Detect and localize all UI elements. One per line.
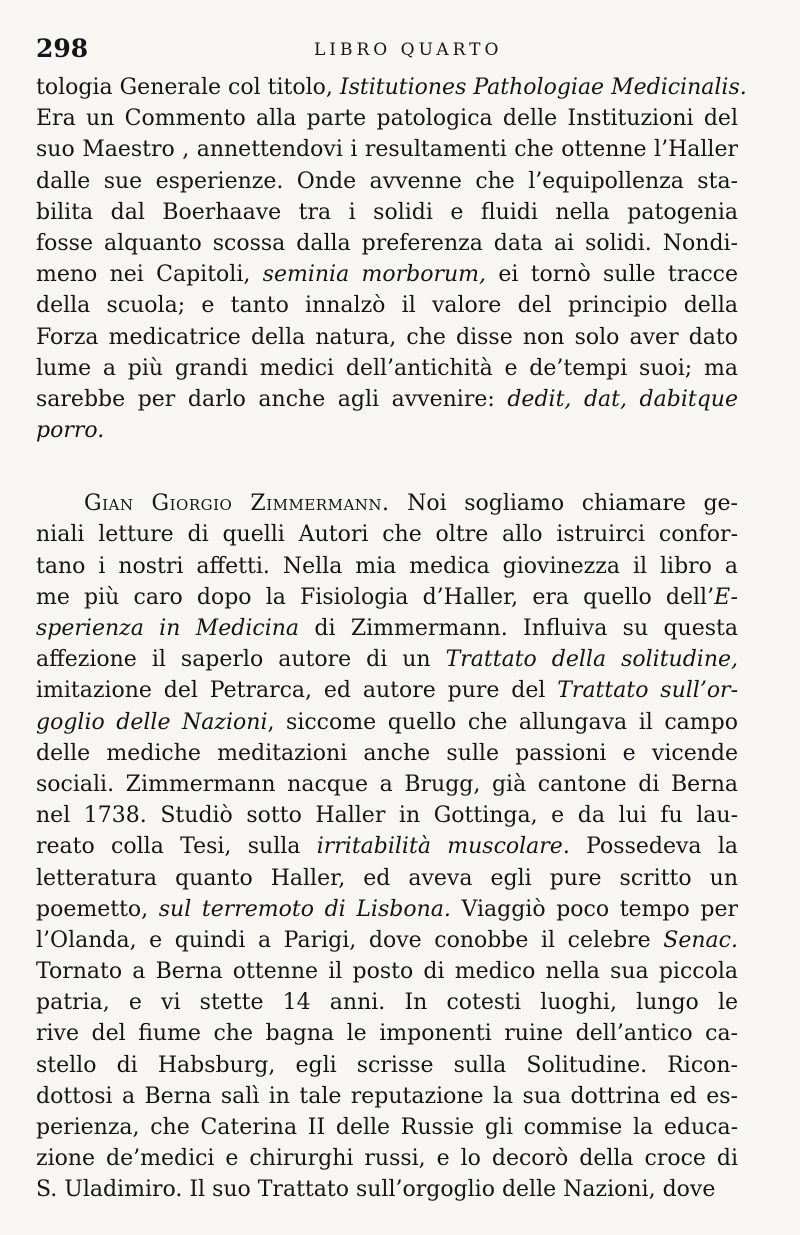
text-line: [36, 707, 738, 738]
text-segment: bilita dal Boerhaave tra i solidi e fluidi nella patogenia: [36, 199, 738, 225]
text-segment: lume a più grandi medici dell’antichità e de’tempi suoi; ma: [36, 355, 738, 381]
text-segment: sociali. Zimmermann nacque a Brugg, già cantone di Berna: [36, 771, 738, 797]
page-number: 298: [36, 34, 89, 63]
text-segment: dottosi a Berna salì in tale reputazione la sua dottrina ed es-: [36, 1083, 738, 1109]
running-head: LIBRO QUARTO: [314, 40, 503, 60]
text-segment: imitazione del Petrarca, ed autore pure del: [36, 678, 558, 704]
text-segment: S. Uladimiro. Il suo Trattato sull’orgoglio delle Nazioni, dove: [36, 1177, 716, 1203]
text-line: [36, 769, 738, 800]
italic-segment: dedit, dat, dabitque: [507, 386, 738, 412]
text-line: [36, 675, 738, 706]
text-line: [36, 613, 738, 644]
text-line: [36, 353, 738, 384]
text-line: [36, 987, 738, 1018]
text-segment: reato colla Tesi, sulla: [36, 834, 317, 860]
text-line: [36, 644, 738, 675]
text-segment: ei tornò sulle tracce: [486, 262, 739, 288]
italic-segment: porro.: [36, 418, 105, 444]
text-segment: affezione il saperlo autore di un: [36, 647, 446, 673]
section-name: Gian Giorgio Zimmermann.: [84, 491, 390, 517]
text-segment: meno nei Capitoli,: [36, 262, 263, 288]
paragraph: [36, 72, 747, 446]
text-segment: dalle sue esperienze. Onde avvenne che l’equipollenza sta-: [36, 168, 738, 194]
text-line: [36, 894, 738, 925]
text-line: [36, 197, 738, 228]
text-segment: delle mediche meditazioni anche sulle passioni e vicende: [36, 740, 738, 766]
text-segment: Noi sogliamo chiamare ge-: [389, 491, 738, 517]
text-line: [36, 415, 738, 446]
text-line: [36, 1143, 738, 1174]
italic-segment: seminia morborum,: [262, 262, 487, 288]
text-segment: suo Maestro , annettendovi i resultamenti che ottenne l’Haller: [36, 137, 738, 163]
text-line: [36, 384, 738, 415]
text-segment: , siccome quello che allungava il campo: [267, 709, 738, 735]
italic-segment: Istitutiones Pathologiae Medicinalis.: [339, 75, 747, 100]
text-segment: stello di Habsburg, egli scrisse sulla Solitudine. Ricon-: [36, 1052, 738, 1078]
text-line: [36, 259, 738, 290]
text-line: [36, 134, 738, 165]
text-line: [36, 831, 738, 862]
text-line: [36, 166, 738, 197]
paragraph-gap: [36, 446, 738, 488]
text-segment: letteratura quanto Haller, ed aveva egli pure scritto un: [36, 865, 738, 891]
text-line: [36, 1174, 738, 1205]
text-segment: niali letture di quelli Autori che oltre allo istruirci confor-: [36, 522, 738, 548]
text-segment: Era un Commento alla parte patologica delle Instituzioni del: [36, 106, 738, 132]
text-segment: di Zimmermann. Influiva su questa: [299, 616, 738, 641]
text-line: [36, 800, 738, 831]
italic-segment: Trattato sull’or-: [557, 678, 739, 704]
text-line: [36, 925, 738, 956]
text-line: [36, 956, 738, 987]
text-segment: rive del fiume che bagna le imponenti ruine dell’antico ca-: [36, 1021, 738, 1047]
text-line: [36, 738, 738, 769]
text-segment: fosse alquanto scossa dalla preferenza data ai solidi. Nondi-: [36, 230, 738, 256]
text-segment: . Possedeva la: [562, 834, 739, 860]
italic-segment: irritabilità muscolare: [316, 834, 563, 860]
text-segment: zione de’medici e chirurghi russi, e lo decorò della croce di: [36, 1146, 738, 1172]
text-segment: Forza medicatrice della natura, che disse non solo aver dato: [36, 324, 738, 350]
paragraph: [36, 488, 738, 1205]
text-segment: nel 1738. Studiò sotto Haller in Gottinga, e da lui fu lau-: [36, 803, 738, 829]
text-line: [36, 1112, 738, 1143]
text-segment: sarebbe per darlo anche agli avvenire:: [36, 386, 508, 412]
text-segment: l’Olanda, e quindi a Parigi, dove conobbe il celebre: [36, 927, 664, 953]
text-line: [36, 228, 738, 259]
text-line: [36, 103, 738, 134]
text-segment: poemetto,: [36, 896, 159, 922]
text-segment: perienza, che Caterina II delle Russie gli commise la educa-: [36, 1115, 738, 1140]
text-line: [36, 551, 738, 582]
text-line: [36, 1050, 738, 1081]
text-segment: tano i nostri affetti. Nella mia medica giovinezza il libro a: [36, 553, 738, 579]
text-segment: tologia Generale col titolo,: [36, 75, 340, 100]
text-line: [36, 322, 738, 353]
text-segment: Viaggiò poco tempo per: [450, 896, 738, 922]
text-line: [36, 488, 738, 519]
text-segment: della scuola; e tanto innalzò il valore del principio della: [36, 293, 738, 319]
italic-segment: goglio delle Nazioni: [36, 709, 268, 735]
text-line: [36, 863, 738, 894]
page-body: [36, 72, 747, 1206]
italic-segment: sperienza in Medicina: [36, 616, 300, 641]
italic-segment: E-: [714, 584, 738, 610]
text-segment: patria, e vi stette 14 anni. In cotesti luoghi, lungo le: [36, 990, 738, 1016]
text-segment: me più caro dopo la Fisiologia d’Haller, era quello dell’: [36, 584, 715, 610]
italic-segment: Trattato della solitudine,: [445, 647, 738, 673]
page-header: [36, 34, 736, 68]
italic-segment: sul terremoto di Lisbona.: [158, 896, 451, 922]
text-line: [36, 582, 738, 613]
text-line: [36, 72, 747, 103]
italic-segment: Senac.: [663, 927, 738, 953]
text-line: [36, 1081, 738, 1112]
text-segment: Tornato a Berna ottenne il posto di medico nella sua piccola: [36, 959, 738, 985]
text-line: [36, 1018, 738, 1049]
text-line: [36, 290, 738, 321]
text-line: [36, 519, 738, 550]
